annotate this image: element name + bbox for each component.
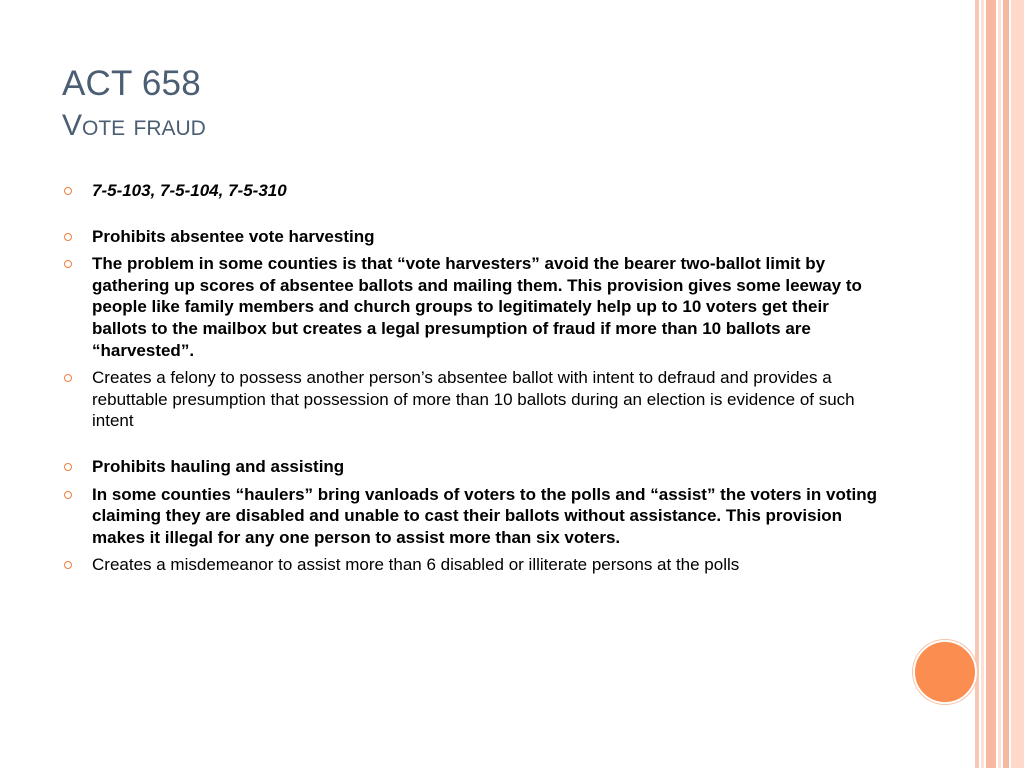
decorative-circle (913, 640, 977, 704)
decorative-stripe (1011, 0, 1024, 768)
bullet-text: Creates a felony to possess another person’s absentee ballot with intent to defraud and provides a rebuttable presumption that possession of more than 10 ballots during an election is evidence of such intent (92, 368, 855, 431)
slide-title (62, 62, 206, 146)
list-item (62, 554, 877, 576)
bullet-circle-icon (64, 374, 72, 382)
bullet-heading: Prohibits hauling and assisting (92, 456, 345, 476)
list-item (62, 253, 877, 361)
list-item (62, 226, 877, 248)
bullet-text: Creates a misdemeanor to assist more than 6 disabled or illiterate persons at the polls (92, 555, 740, 575)
decorative-stripe (1003, 0, 1009, 768)
bullet-heading: Prohibits absentee vote harvesting (92, 226, 375, 246)
title-main: ACT 658 (62, 64, 201, 103)
decorative-stripe (981, 0, 984, 768)
bullet-circle-icon (64, 491, 72, 499)
bullet-list (62, 180, 877, 582)
decorative-stripe (975, 0, 979, 768)
bullet-circle-icon (64, 561, 72, 569)
title-subtitle: Vote fraud (62, 109, 206, 142)
decorative-stripe (998, 0, 1001, 768)
bullet-circle-icon (64, 187, 72, 195)
statute-references: 7-5-103, 7-5-104, 7-5-310 (92, 181, 287, 200)
list-item (62, 367, 877, 432)
bullet-circle-icon (64, 233, 72, 241)
list-item (62, 484, 877, 549)
bullet-circle-icon (64, 260, 72, 268)
bullet-text: The problem in some counties is that “vote harvesters” avoid the bearer two-ballot limit by gathering up scores of absentee ballots and mailing them. This provision gives some leeway to people like family members and church groups to legitimately help up to 10 voters get their ballots to the mailbox but creates a legal presumption of fraud if more than 10 ballots are “harvested”. (92, 254, 862, 360)
list-item (62, 180, 877, 202)
decorative-stripe (986, 0, 996, 768)
bullet-circle-icon (64, 463, 72, 471)
bullet-text: In some counties “haulers” bring vanloads of voters to the polls and “assist” the voters in voting claiming they are disabled and unable to cast their ballots without assistance. This provision makes it illegal for any one person to assist more than six voters. (92, 484, 877, 547)
list-item (62, 456, 877, 478)
